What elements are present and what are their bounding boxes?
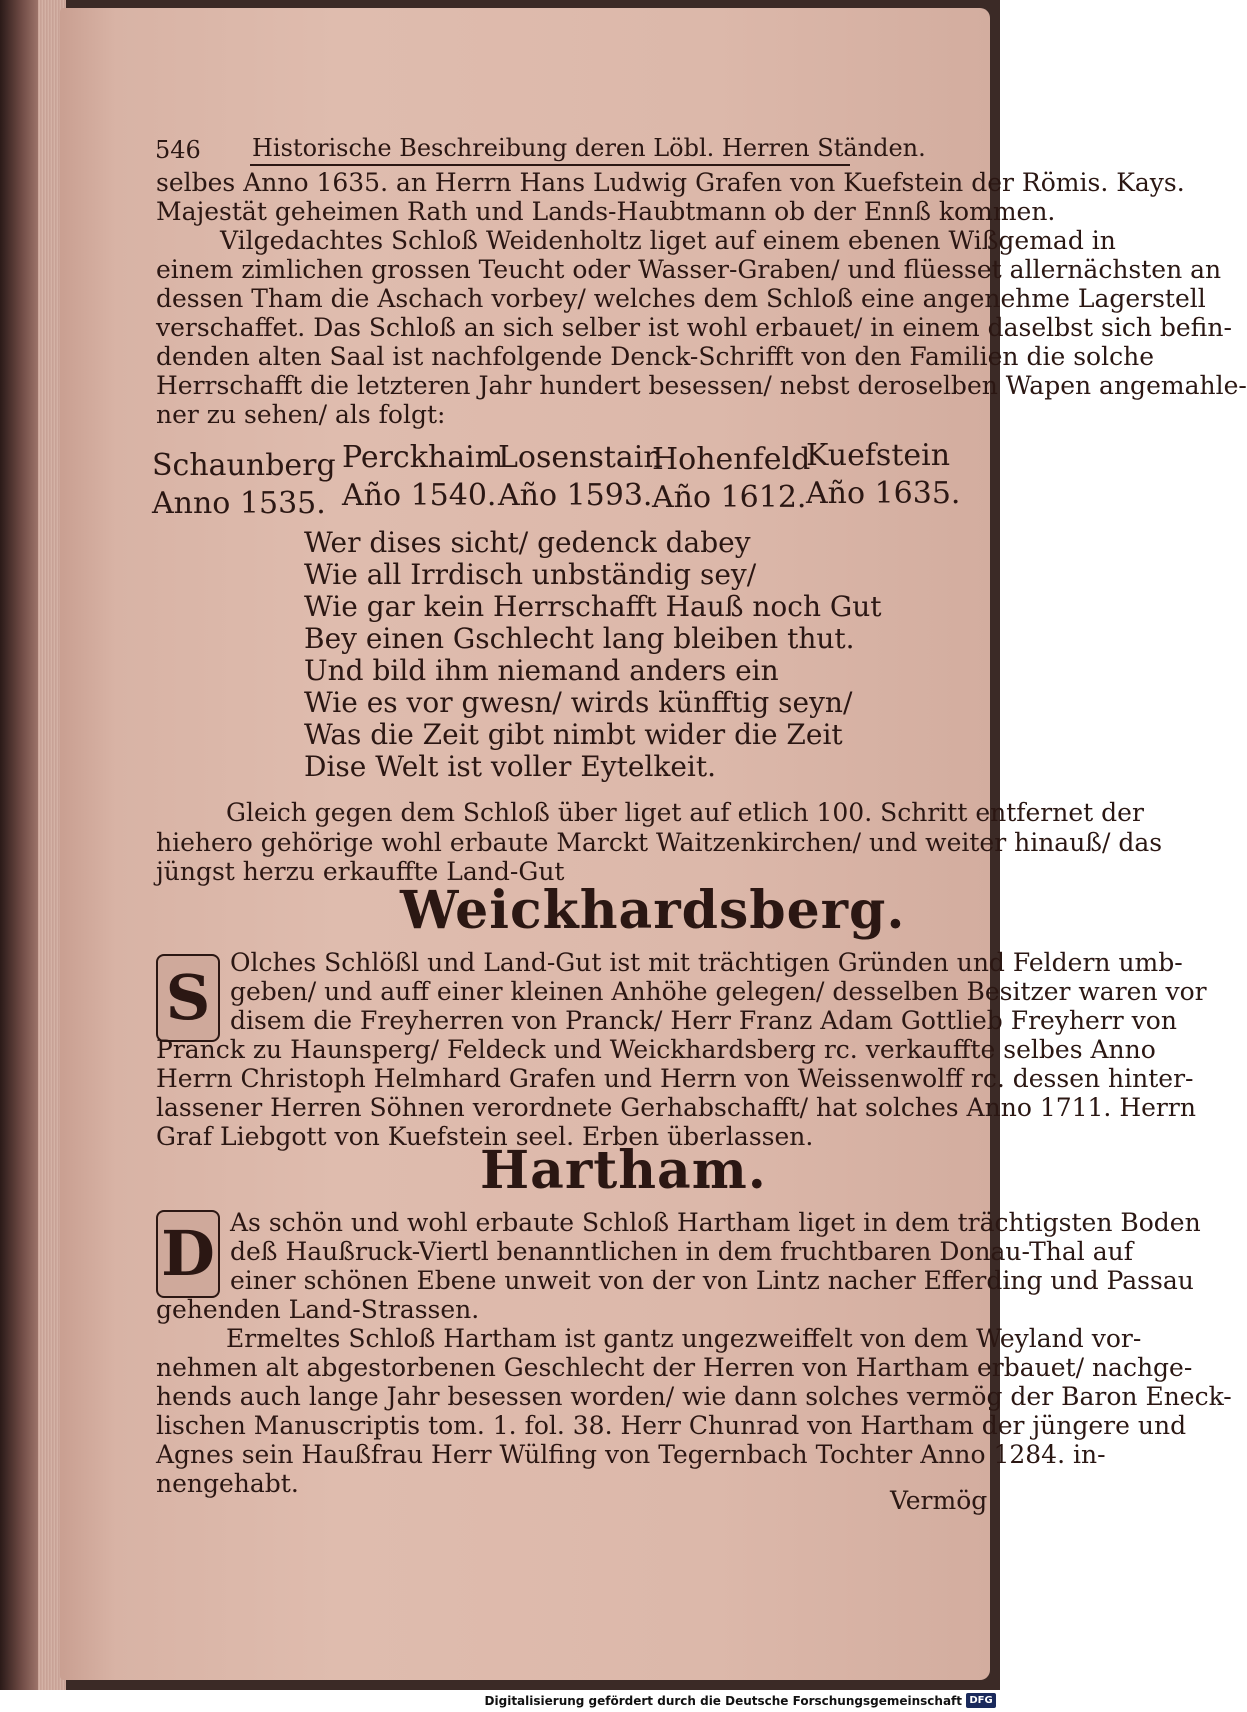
paragraph-line: Pranck zu Haunsperg/ Feldeck und Weickhardsberg rc. verkauffte selbes Anno — [156, 1035, 1156, 1064]
verse-line: Wer dises sicht/ gedenck dabey — [304, 526, 751, 559]
paragraph-line: Majestät geheimen Rath und Lands-Haubtmann ob der Ennß kommen. — [156, 197, 1056, 226]
verse-line: Wie es vor gwesn/ wirds künfftig seyn/ — [304, 686, 853, 719]
book-page — [60, 8, 1247, 1680]
verse-line: Und bild ihm niemand anders ein — [304, 654, 779, 687]
family-year: Año 1593. — [498, 478, 653, 513]
paragraph-line: denden alten Saal ist nachfolgende Denck-Schrifft von den Familien die solche — [156, 342, 1154, 371]
decorated-initial: S — [156, 954, 220, 1042]
family-year: Año 1635. — [806, 476, 961, 511]
paragraph-line: einem zimlichen grossen Teucht oder Wasser-Graben/ und flüesset allernächsten an — [156, 255, 1222, 284]
family-name: Perckhaim — [342, 440, 504, 475]
paragraph-line: ner zu sehen/ als folgt: — [156, 400, 446, 429]
funding-note: Digitalisierung gefördert durch die Deutsche Forschungsgemeinschaft — [484, 1694, 962, 1708]
paragraph-line: Herrn Christoph Helmhard Grafen und Herrn von Weissenwolff rc. dessen hinter- — [156, 1064, 1194, 1093]
page-number: 546 — [155, 136, 201, 164]
dfg-logo: DFG — [966, 1693, 996, 1708]
paragraph-line: disem die Freyherren von Pranck/ Herr Franz Adam Gottlieb Freyherr von — [230, 1006, 1177, 1035]
paragraph-line: nehmen alt abgestorbenen Geschlecht der Herren von Hartham erbauet/ nachge- — [156, 1353, 1193, 1382]
family-name: Losenstain — [498, 440, 663, 475]
paragraph-line: deß Haußruck-Viertl benanntlichen in dem fruchtbaren Donau-Thal auf — [230, 1237, 1133, 1266]
paragraph-line: Gleich gegen dem Schloß über liget auf etlich 100. Schritt entfernet der — [226, 798, 1144, 827]
section-title: Hartham. — [480, 1140, 767, 1201]
paragraph-line: geben/ und auff einer kleinen Anhöhe gelegen/ desselben Besitzer waren vor — [230, 977, 1207, 1006]
family-name: Hohenfeld — [652, 442, 811, 477]
decorated-initial: D — [156, 1210, 220, 1298]
paragraph-line: dessen Tham die Aschach vorbey/ welches dem Schloß eine angenehme Lagerstell — [156, 284, 1206, 313]
paragraph-line: verschaffet. Das Schloß an sich selber ist wohl erbauet/ in einem daselbst sich befin- — [156, 313, 1232, 342]
paragraph-line: jüngst herzu erkauffte Land-Gut — [156, 857, 565, 886]
footer-bar — [0, 1690, 1000, 1712]
family-year: Anno 1535. — [152, 486, 326, 521]
verse-line: Wie all Irrdisch unbständig sey/ — [304, 558, 757, 591]
paragraph-line: Graf Liebgott von Kuefstein seel. Erben überlassen. — [156, 1122, 814, 1151]
section-title: Weickhardsberg. — [400, 880, 906, 941]
verse-line: Bey einen Gschlecht lang bleiben thut. — [304, 622, 855, 655]
paragraph-line: hiehero gehörige wohl erbaute Marckt Waitzenkirchen/ und weiter hinauß/ das — [156, 828, 1163, 857]
family-year: Año 1540. — [342, 478, 497, 513]
paragraph-line: Herrschafft die letzteren Jahr hundert besessen/ nebst deroselben Wapen angemahle- — [156, 371, 1247, 400]
verse-line: Wie gar kein Herrschafft Hauß noch Gut — [304, 590, 882, 623]
catchword: Vermög — [890, 1486, 988, 1515]
paragraph-line: gehenden Land-Strassen. — [156, 1295, 480, 1324]
verse-line: Dise Welt ist voller Eytelkeit. — [304, 750, 717, 783]
paragraph-line: nengehabt. — [156, 1469, 299, 1498]
paragraph-line: selbes Anno 1635. an Herrn Hans Ludwig Grafen von Kuefstein der Römis. Kays. — [156, 168, 1185, 197]
paragraph-line: einer schönen Ebene unweit von der von Lintz nacher Efferding und Passau — [230, 1266, 1194, 1295]
family-name: Schaunberg — [152, 448, 336, 483]
header-rule — [250, 164, 850, 166]
paragraph-line: lassener Herren Söhnen verordnete Gerhabschafft/ hat solches Anno 1711. Herrn — [156, 1093, 1196, 1122]
verse-line: Was die Zeit gibt nimbt wider die Zeit — [304, 718, 843, 751]
running-title: Historische Beschreibung deren Löbl. Herren Ständen. — [252, 134, 926, 162]
family-year: Año 1612. — [652, 480, 807, 515]
paragraph-line: Agnes sein Haußfrau Herr Wülfing von Tegernbach Tochter Anno 1284. in- — [156, 1440, 1106, 1469]
family-name: Kuefstein — [806, 438, 951, 473]
paragraph-line: Olches Schlößl und Land-Gut ist mit trächtigen Gründen und Feldern umb- — [230, 948, 1183, 977]
paragraph-line: Vilgedachtes Schloß Weidenholtz liget auf einem ebenen Wißgemad in — [220, 226, 1116, 255]
paragraph-line: As schön und wohl erbaute Schloß Hartham liget in dem trächtigsten Boden — [230, 1208, 1201, 1237]
paragraph-line: hends auch lange Jahr besessen worden/ wie dann solches vermög der Baron Eneck- — [156, 1382, 1232, 1411]
paragraph-line: Ermeltes Schloß Hartham ist gantz ungezweiffelt von dem Weyland vor- — [226, 1324, 1142, 1353]
paragraph-line: lischen Manuscriptis tom. 1. fol. 38. Herr Chunrad von Hartham der jüngere und — [156, 1411, 1187, 1440]
